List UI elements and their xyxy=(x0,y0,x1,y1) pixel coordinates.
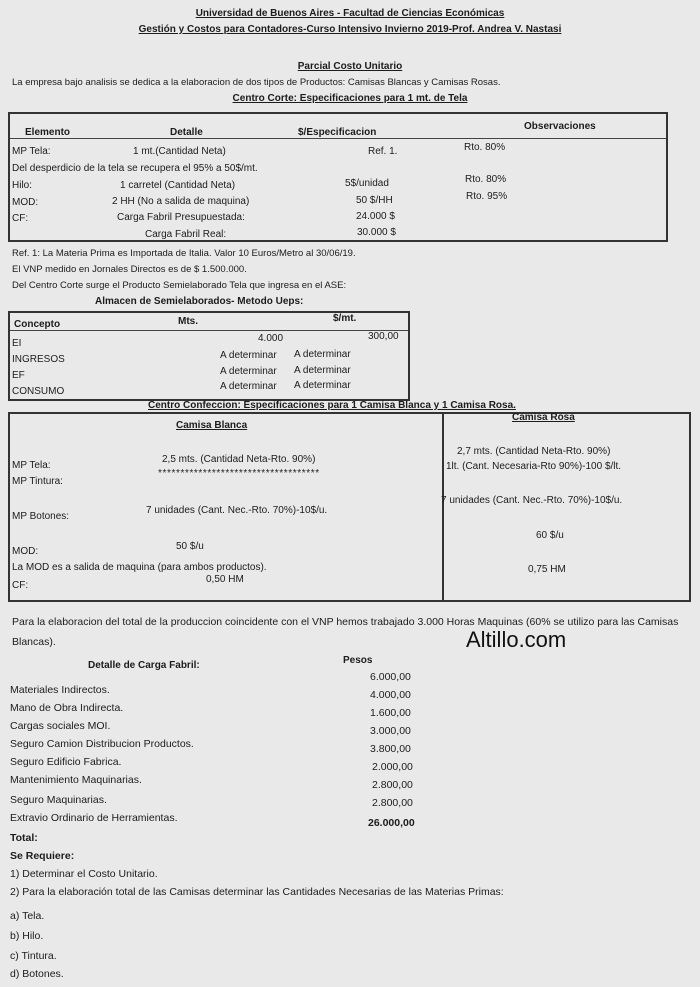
almacen-header-concepto: Concepto xyxy=(14,319,61,330)
carga-item-6-value: 2.800,00 xyxy=(372,779,413,791)
blanca-tintura: ************************************ xyxy=(158,468,320,479)
corte-row-1-note: Del desperdicio de la tela se recupera el 95% a 50$/mt. xyxy=(12,163,258,174)
corte-row-5-detalle: Carga Fabril Real: xyxy=(145,229,227,240)
corte-row-3-especificacion: 50 $/HH xyxy=(356,195,393,206)
almacen-header-precio: $/mt. xyxy=(333,313,357,324)
requirements-title: Se Requiere: xyxy=(10,850,75,862)
confeccion-title: Centro Confeccion: Especificaciones para 1 Camisa Blanca y 1 Camisa Rosa. xyxy=(148,400,516,411)
almacen-title: Almacen de Semielaborados- Metodo Ueps: xyxy=(95,296,304,307)
carga-item-6-label: Seguro Maquinarias. xyxy=(10,794,107,806)
rosa-mod: 60 $/u xyxy=(536,530,564,541)
carga-fabril-pesos-header: Pesos xyxy=(343,655,373,666)
confeccion-blanca-header: Camisa Blanca xyxy=(176,420,248,431)
carga-item-0-value: 6.000,00 xyxy=(370,671,411,683)
corte-row-0-elemento: MP Tela: xyxy=(12,146,51,157)
almacen-header-mts: Mts. xyxy=(178,316,198,327)
almacen-row-1-concepto: INGRESOS xyxy=(12,354,65,365)
blanca-cf: 0,50 HM xyxy=(206,574,244,585)
almacen-row-3-mts: A determinar xyxy=(220,381,277,392)
carga-item-1-label: Mano de Obra Indirecta. xyxy=(10,702,124,714)
note-vnp: El VNP medido en Jornales Directos es de $ 1.500.000. xyxy=(12,264,247,275)
confeccion-mod-note: La MOD es a salida de maquina (para ambos productos). xyxy=(12,562,267,573)
corte-row-2-elemento: Hilo: xyxy=(12,180,33,191)
almacen-row-2-mts: A determinar xyxy=(220,366,277,377)
requirement-2d: d) Botones. xyxy=(10,968,64,980)
carga-total-label: Total: xyxy=(10,832,38,844)
corte-header-especificacion: $/Especificacion xyxy=(298,127,377,138)
requirement-2: 2) Para la elaboración total de las Camisas determinar las Cantidades Necesarias de las Materias Primas: xyxy=(10,886,504,898)
confeccion-rosa-header: Camisa Rosa xyxy=(512,412,575,423)
almacen-row-2-precio: A determinar xyxy=(294,365,351,376)
requirement-2c: c) Tintura. xyxy=(10,950,57,962)
blanca-botones: 7 unidades (Cant. Nec.-Rto. 70%)-10$/u. xyxy=(146,505,328,516)
corte-header-detalle: Detalle xyxy=(170,127,203,138)
confeccion-label-botones: MP Botones: xyxy=(12,511,70,522)
corte-row-0-detalle: 1 mt.(Cantidad Neta) xyxy=(133,146,226,157)
altillo-watermark: Altillo.com xyxy=(466,627,567,652)
note-ref-1: Ref. 1: La Materia Prima es Importada de Italia. Valor 10 Euros/Metro al 30/06/19. xyxy=(12,248,356,259)
corte-row-3-observacion: Rto. 95% xyxy=(466,191,508,202)
corte-row-2-detalle: 1 carretel (Cantidad Neta) xyxy=(120,180,236,191)
corte-row-4-elemento: CF: xyxy=(12,213,29,224)
almacen-row-2-concepto: EF xyxy=(12,370,25,381)
carga-item-5-label: Mantenimiento Maquinarias. xyxy=(10,774,142,786)
corte-row-2-especificacion: 5$/unidad xyxy=(345,178,389,189)
almacen-row-3-precio: A determinar xyxy=(294,380,351,391)
confeccion-label-tintura: MP Tintura: xyxy=(12,476,63,487)
carga-item-2-value: 1.600,00 xyxy=(370,707,411,719)
almacen-row-0-precio: 300,00 xyxy=(368,331,399,342)
almacen-row-1-precio: A determinar xyxy=(294,349,351,360)
corte-row-3-elemento: MOD: xyxy=(12,197,39,208)
corte-header-elemento: Elemento xyxy=(25,127,71,138)
carga-item-1-value: 4.000,00 xyxy=(370,689,411,701)
almacen-row-3-concepto: CONSUMO xyxy=(12,386,65,397)
carga-item-3-value: 3.000,00 xyxy=(370,725,411,737)
blanca-tela: 2,5 mts. (Cantidad Neta-Rto. 90%) xyxy=(162,454,316,465)
carga-item-0-label: Materiales Indirectos. xyxy=(10,684,110,696)
carga-item-5-value: 2.000,00 xyxy=(372,761,413,773)
exam-title: Parcial Costo Unitario xyxy=(297,61,403,72)
corte-row-0-especificacion: Ref. 1. xyxy=(368,146,398,157)
confeccion-divider xyxy=(442,412,444,602)
corte-row-4-detalle: Carga Fabril Presupuestada: xyxy=(117,212,245,223)
corte-row-0-observacion: Rto. 80% xyxy=(464,142,506,153)
blanca-mod: 50 $/u xyxy=(176,541,204,552)
carga-item-4-value: 3.800,00 xyxy=(370,743,411,755)
corte-row-2-observacion: Rto. 80% xyxy=(465,174,507,185)
rosa-tela: 2,7 mts. (Cantidad Neta-Rto. 90%) xyxy=(457,446,611,457)
production-note: Para la elaboracion del total de la produccion coincidente con el VNP hemos trabajado 3.000 Horas Maquinas (60% se utilizo para las Camisas Blancas). xyxy=(12,616,679,648)
carga-item-4-label: Seguro Edificio Fabrica. xyxy=(10,756,122,768)
course-title: Gestión y Costos para Contadores-Curso Intensivo Invierno 2019-Prof. Andrea V. Nastasi xyxy=(138,24,562,35)
almacen-header-divider xyxy=(10,330,408,331)
corte-row-3-detalle: 2 HH (No a salida de maquina) xyxy=(112,196,250,207)
rosa-cf: 0,75 HM xyxy=(528,564,566,575)
confeccion-label-mod: MOD: xyxy=(12,546,39,557)
rosa-tintura: 1lt. (Cant. Necesaria-Rto 90%)-100 $/lt. xyxy=(446,461,622,472)
almacen-row-0-mts: 4.000 xyxy=(258,333,284,344)
corte-header-observaciones: Observaciones xyxy=(524,121,596,132)
almacen-row-1-mts: A determinar xyxy=(220,350,277,361)
requirement-2b: b) Hilo. xyxy=(10,930,44,942)
note-semielaborado: Del Centro Corte surge el Producto Semielaborado Tela que ingresa en el ASE: xyxy=(12,280,347,291)
confeccion-label-cf: CF: xyxy=(12,580,29,591)
requirement-1: 1) Determinar el Costo Unitario. xyxy=(10,868,158,880)
intro-text: La empresa bajo analisis se dedica a la elaboracion de dos tipos de Productos: Camisas Blancas y Camisas Rosas. xyxy=(12,77,501,88)
carga-fabril-title: Detalle de Carga Fabril: xyxy=(88,660,200,671)
university-title: Universidad de Buenos Aires - Facultad de Ciencias Económicas xyxy=(195,8,505,19)
corte-row-5-especificacion: 30.000 $ xyxy=(357,227,396,238)
confeccion-label-tela: MP Tela: xyxy=(12,460,51,471)
rosa-botones: 7 unidades (Cant. Nec.-Rto. 70%)-10$/u. xyxy=(441,495,623,506)
carga-item-7-label: Extravio Ordinario de Herramientas. xyxy=(10,812,178,824)
carga-total-value: 26.000,00 xyxy=(368,817,415,829)
carga-item-3-label: Seguro Camion Distribucion Productos. xyxy=(10,738,194,750)
corte-row-4-especificacion: 24.000 $ xyxy=(356,211,395,222)
corte-title: Centro Corte: Especificaciones para 1 mt. de Tela xyxy=(232,93,468,104)
carga-item-2-label: Cargas sociales MOI. xyxy=(10,720,111,732)
carga-item-7-value: 2.800,00 xyxy=(372,797,413,809)
requirement-2a: a) Tela. xyxy=(10,910,45,922)
almacen-row-0-concepto: EI xyxy=(12,338,22,349)
